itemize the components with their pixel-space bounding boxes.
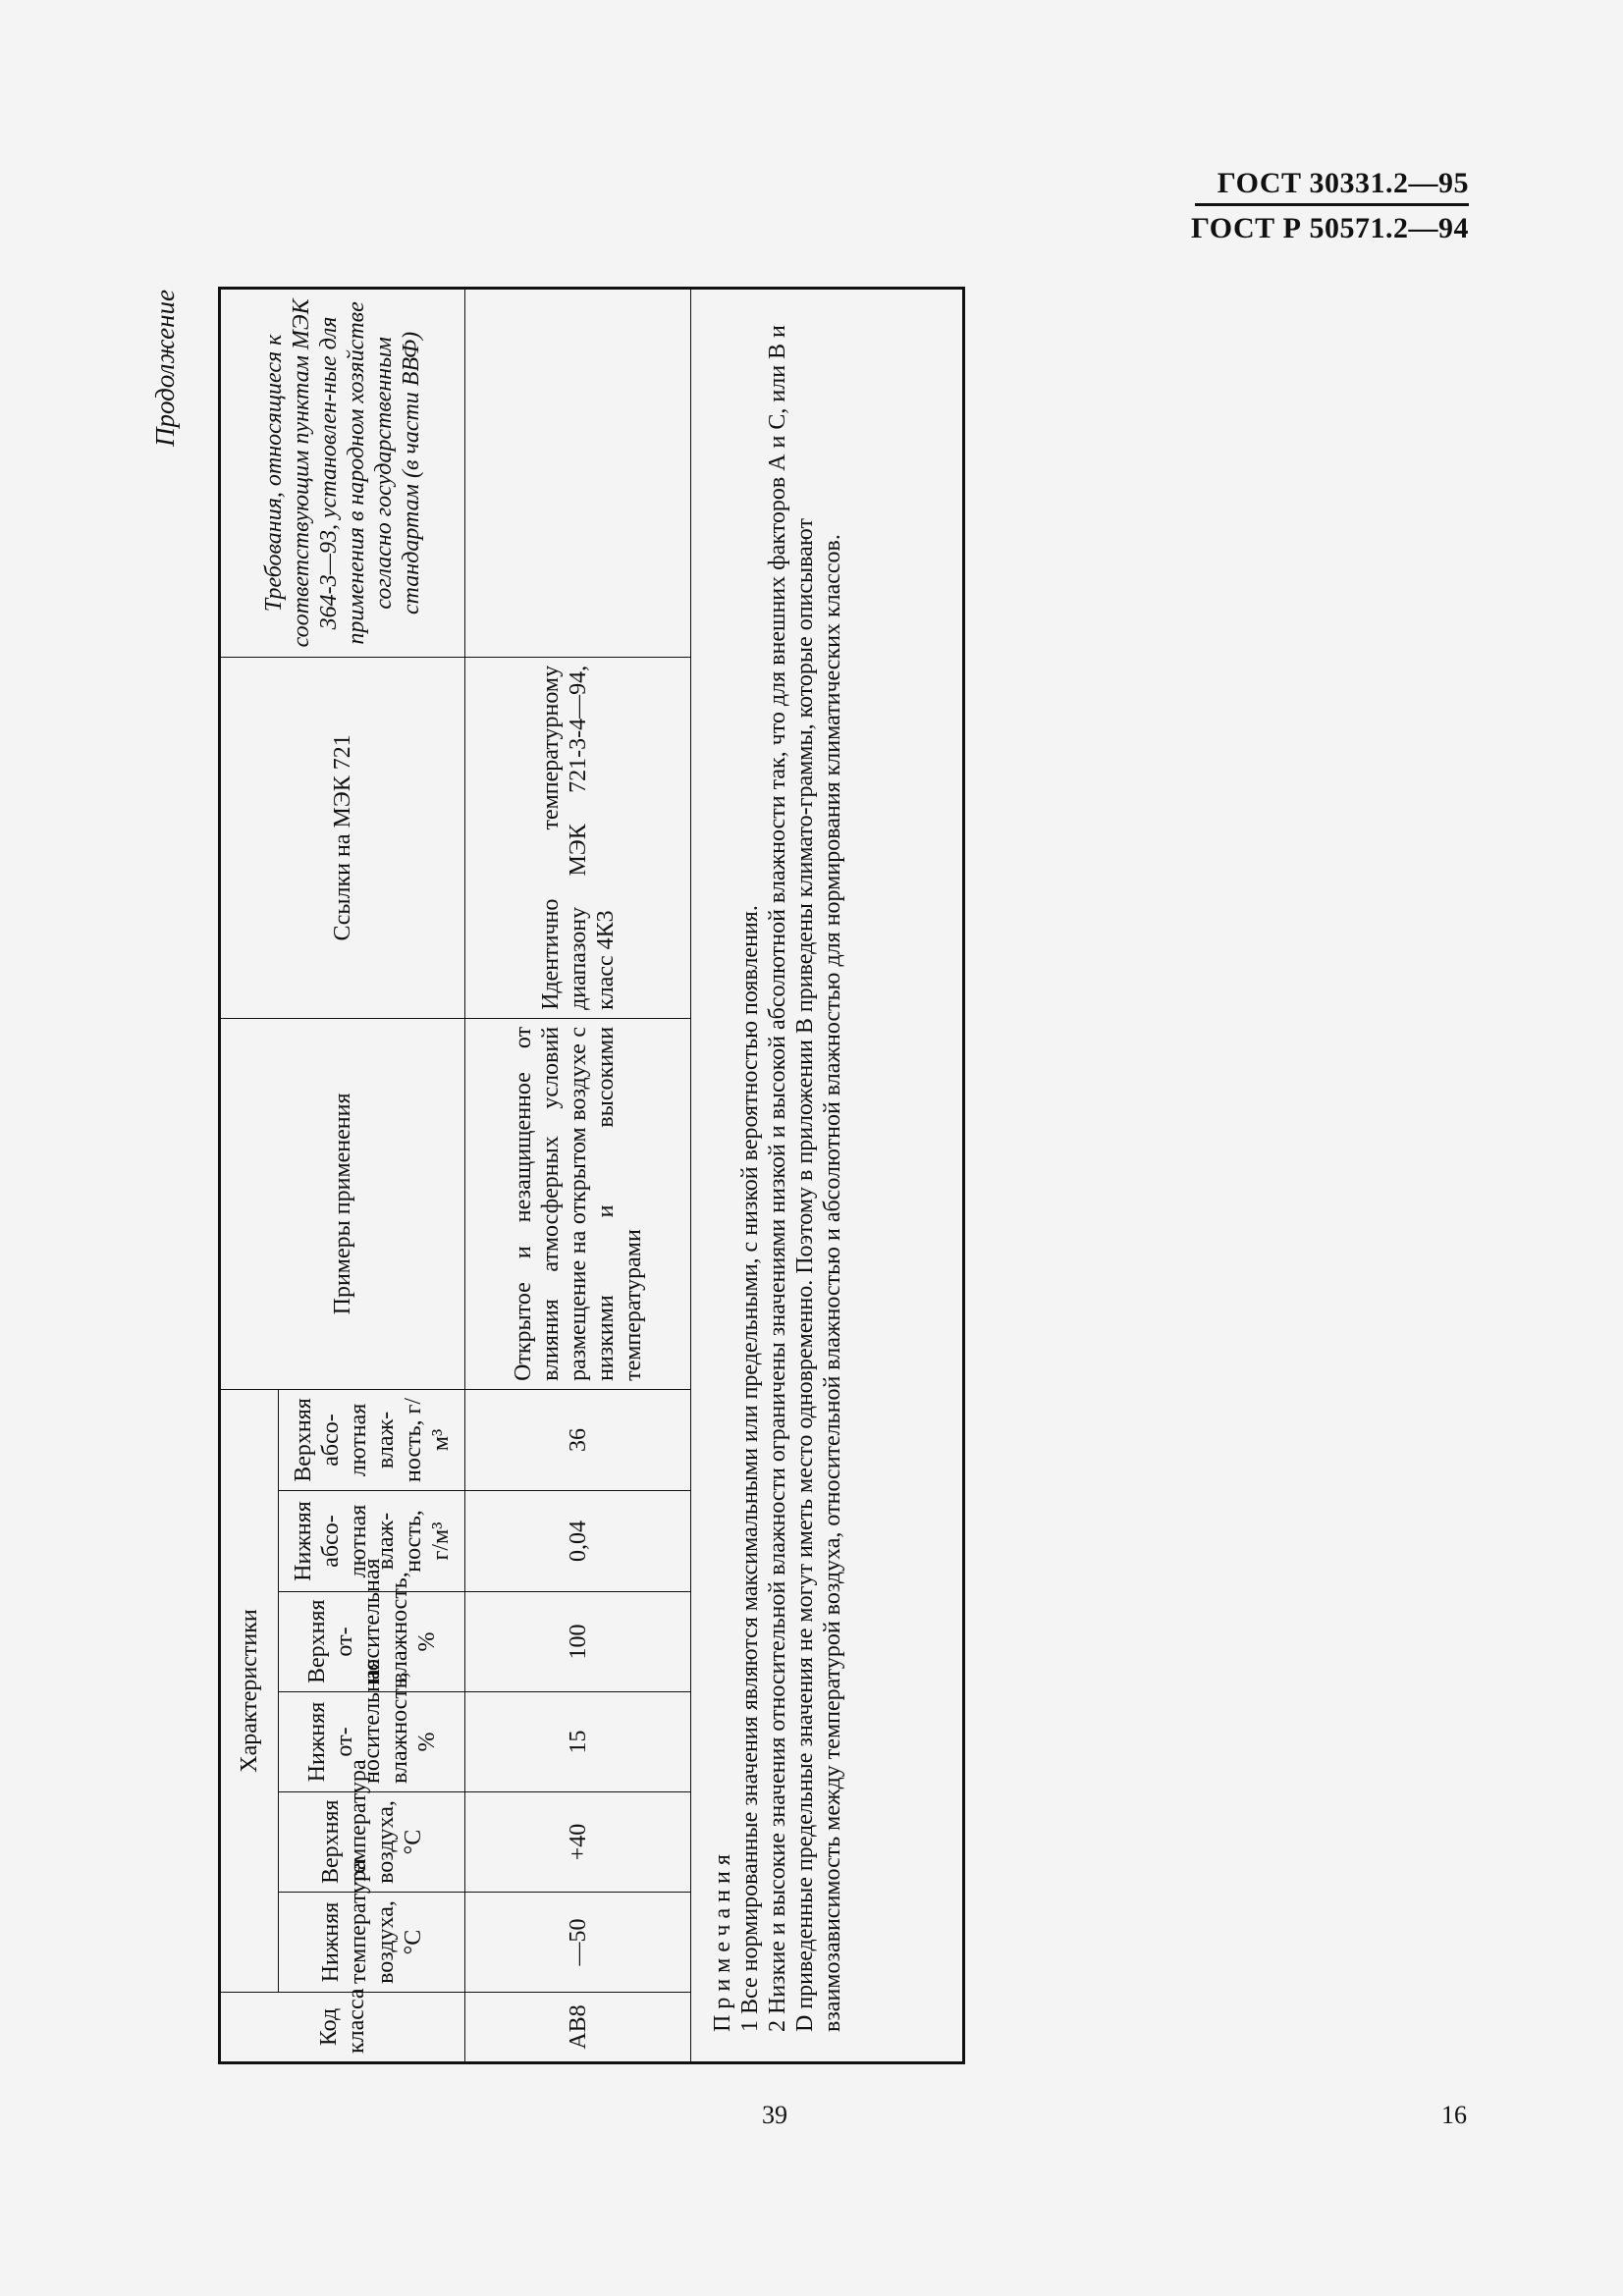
header-class-code: Код класса — [220, 1993, 465, 2063]
header-high-rel-hum: Верхняя от-носительная влажность, % — [279, 1592, 465, 1692]
cell-requirements — [465, 288, 691, 657]
header-requirements: Требования, относящиеся к соответствующим пунктам МЭК 364-3—93, установлен-ные для применения в народном хозяйстве согласно государственным стандартам (в части ВВФ) — [220, 288, 465, 657]
cell-low-abs-hum: 0,04 — [465, 1491, 691, 1592]
header-examples: Примеры применения — [220, 1018, 465, 1389]
notes-title: Примечания — [710, 1848, 735, 2032]
cell-refs: Идентично температурному диапазону МЭК 721-3-4—94, класс 4К3 — [465, 657, 691, 1018]
standard-designation-1: ГОСТ 30331.2—95 — [1217, 167, 1469, 199]
header-high-temp: Верхняя температура воздуха, °С — [279, 1792, 465, 1893]
header-low-temp: Нижняя температура воздуха, °С — [279, 1893, 465, 1993]
notes — [691, 288, 964, 2062]
cell-low-temp: —50 — [465, 1893, 691, 1993]
header-low-abs-hum: Нижняя абсо-лютная влаж-ность, г/м³ — [279, 1491, 465, 1592]
climate-class-table — [218, 287, 965, 2064]
header-low-rel-hum: Нижняя от-носительная влажность, % — [279, 1692, 465, 1792]
header-rule — [1195, 203, 1469, 206]
table-row — [465, 288, 691, 2062]
cell-low-rel-hum: 15 — [465, 1692, 691, 1792]
cell-high-rel-hum: 100 — [465, 1592, 691, 1692]
cell-examples: Открытое и незащищенное от влияния атмосферных условий размещение на открытом воздухе с низкими и высокими температурами — [465, 1018, 691, 1389]
note-1: 1 Все нормированные значения являются максимальными или предельными, с низкой вероятностью появления. — [737, 905, 763, 2032]
header-characteristics: Характеристики — [220, 1389, 279, 1992]
cell-high-abs-hum: 36 — [465, 1389, 691, 1490]
page-number-center: 39 — [762, 2101, 787, 2129]
cell-class-code: АВ8 — [465, 1993, 691, 2063]
header-refs: Ссылки на МЭК 721 — [220, 657, 465, 1018]
rotated-table-block — [150, 290, 965, 2064]
page-number-right: 16 — [1441, 2101, 1467, 2129]
continuation-label: Продолжение — [150, 290, 180, 448]
cell-high-temp: +40 — [465, 1792, 691, 1893]
note-2: 2 Низкие и высокие значения относительной влажности ограничены значениями низкой и высокой абсолютной влажности так, что для внешних факторов А и С, или В и D приведенные предельные значения не могут иметь место одновременно. Поэтому в приложении В приведены климато-граммы, которые описывают взаимозависимость между температурой воздуха, относительной влажностью и абсолютной влажностью для нормирования климатических классов. — [765, 325, 845, 2032]
header-high-abs-hum: Верхняя абсо-лютная влаж-ность, г/м³ — [279, 1389, 465, 1490]
standard-designation-2: ГОСТ Р 50571.2—94 — [1190, 212, 1469, 244]
